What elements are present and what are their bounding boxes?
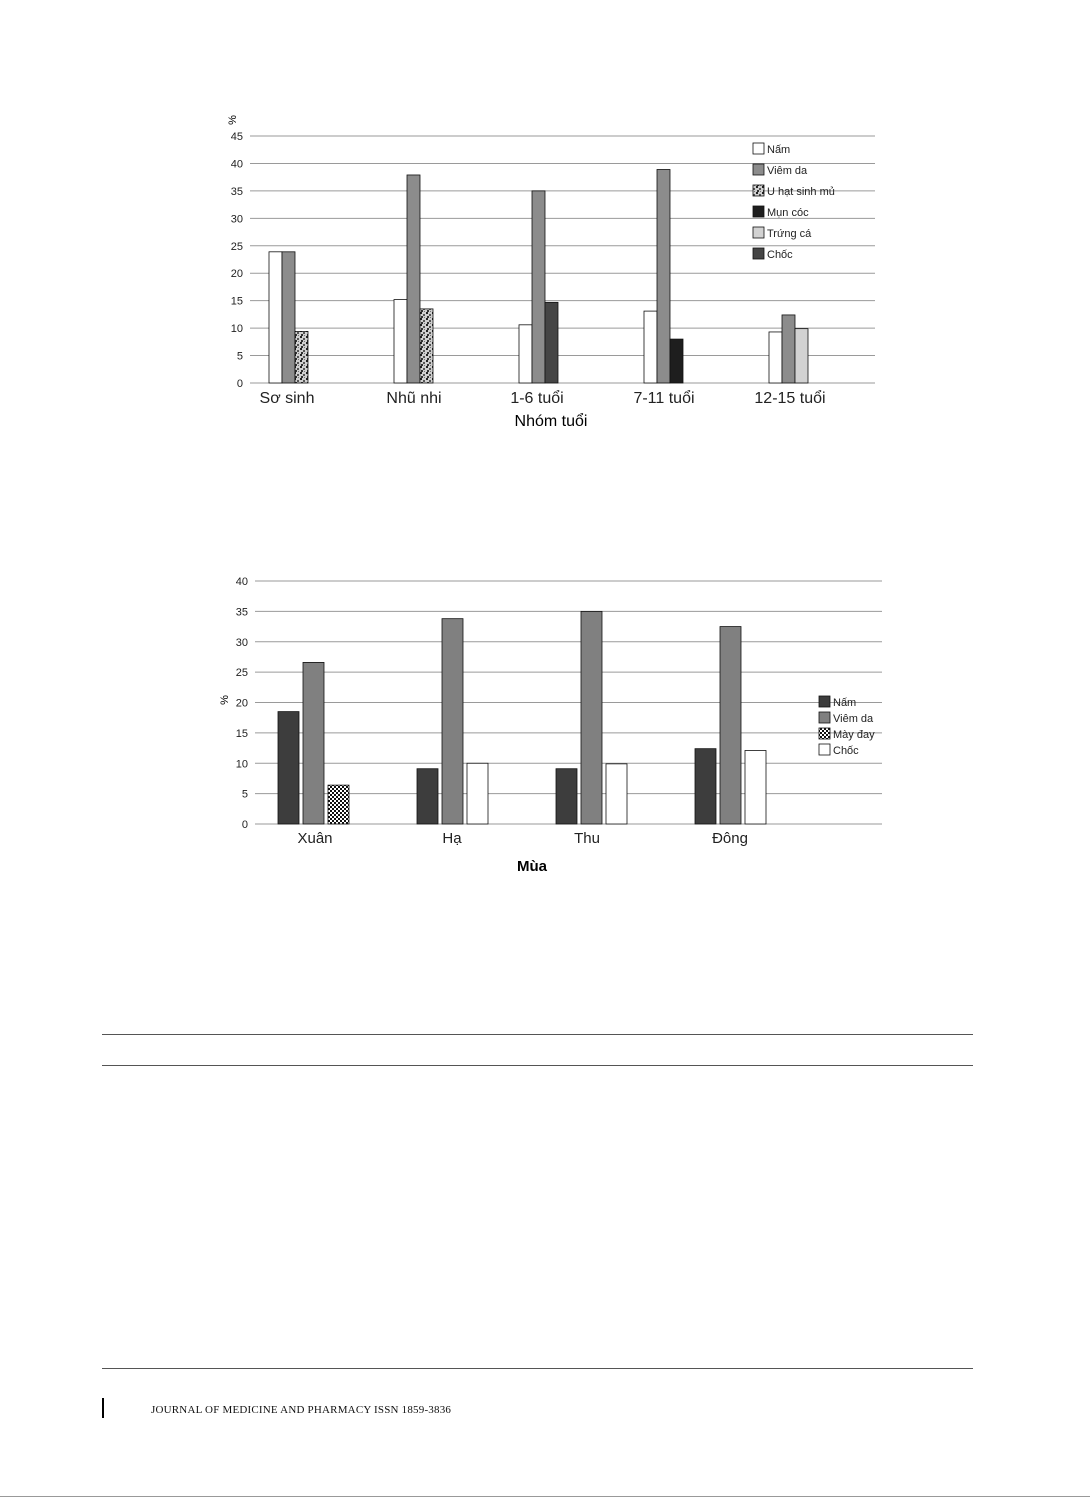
x-tick-label: Sơ sinh bbox=[259, 390, 315, 407]
x-tick-label: 7-11 tuổi bbox=[633, 390, 695, 407]
bar-2-cat-4 bbox=[720, 627, 741, 824]
legend-label: Trứng cá bbox=[767, 228, 812, 240]
bar-2-cat-3 bbox=[581, 611, 602, 824]
legend-swatch bbox=[753, 248, 764, 259]
bar-4-cat-4 bbox=[745, 750, 766, 824]
bar-1-cat-2 bbox=[417, 769, 438, 824]
bar-1-cat-1 bbox=[278, 712, 299, 824]
y-tick-label: 10 bbox=[230, 323, 243, 336]
bar-2-cat-2 bbox=[442, 619, 463, 824]
page-bottom-rule bbox=[0, 1496, 1090, 1497]
legend-label: Viêm da bbox=[833, 713, 874, 725]
bar-2-cat-1 bbox=[303, 662, 324, 824]
legend-swatch bbox=[753, 185, 764, 196]
legend-label: Chốc bbox=[767, 249, 793, 261]
season-chart-x-tick-labels bbox=[297, 830, 747, 847]
age-chart-y-tick-labels bbox=[231, 131, 243, 390]
y-tick-label: 5 bbox=[241, 788, 248, 801]
y-tick-label: 35 bbox=[230, 185, 243, 198]
bar-3-cat-1 bbox=[295, 331, 308, 383]
bar-2-cat-4 bbox=[657, 169, 670, 383]
legend-swatch bbox=[753, 143, 764, 154]
bar-2-cat-2 bbox=[407, 175, 420, 383]
y-tick-label: 20 bbox=[230, 268, 243, 281]
y-tick-label: 30 bbox=[235, 636, 248, 649]
legend-swatch bbox=[753, 227, 764, 238]
season-chart bbox=[219, 576, 882, 875]
legend-label: Chốc bbox=[833, 745, 859, 757]
y-tick-label: 25 bbox=[235, 667, 248, 680]
bar-2-cat-3 bbox=[532, 191, 545, 383]
legend-swatch bbox=[819, 744, 830, 755]
y-tick-label: 15 bbox=[235, 727, 248, 740]
y-tick-label: 35 bbox=[235, 606, 248, 619]
y-tick-label: 30 bbox=[230, 213, 243, 226]
x-tick-label: Đông bbox=[712, 830, 748, 847]
legend-label: U hạt sinh mủ bbox=[767, 186, 835, 198]
legend-label: Mày đay bbox=[833, 729, 875, 741]
journal-footer: JOURNAL OF MEDICINE AND PHARMACY ISSN 1859-3836 bbox=[151, 1404, 452, 1416]
footer-accent-bar bbox=[102, 1398, 104, 1418]
legend-label: Nấm bbox=[833, 697, 857, 709]
bar-1-cat-3 bbox=[556, 769, 577, 824]
bar-1-cat-5 bbox=[769, 332, 782, 383]
table-top-rule bbox=[102, 1034, 973, 1035]
age-group-chart bbox=[227, 115, 875, 430]
legend-swatch bbox=[753, 164, 764, 175]
y-tick-label: 20 bbox=[235, 697, 248, 710]
age-chart-x-axis-label: Nhóm tuổi bbox=[514, 413, 588, 430]
y-tick-label: 25 bbox=[230, 240, 243, 253]
bar-4-cat-4 bbox=[670, 339, 683, 383]
bar-4-cat-3 bbox=[606, 764, 627, 824]
age-chart-x-tick-labels bbox=[260, 389, 826, 407]
footer-rule bbox=[102, 1368, 973, 1369]
y-tick-label: 40 bbox=[235, 576, 248, 588]
y-tick-label: 10 bbox=[235, 758, 248, 771]
table-header-rule bbox=[102, 1065, 973, 1066]
y-tick-label: 15 bbox=[230, 295, 243, 308]
bar-3-cat-1 bbox=[328, 785, 349, 824]
legend-swatch bbox=[819, 696, 830, 707]
x-tick-label: Nhũ nhi bbox=[386, 390, 442, 407]
y-tick-label: 5 bbox=[236, 350, 243, 363]
y-tick-label: 0 bbox=[236, 378, 243, 390]
y-tick-label: 0 bbox=[241, 819, 248, 831]
season-chart-y-tick-labels bbox=[236, 576, 248, 831]
season-chart-legend bbox=[819, 696, 875, 757]
season-chart-y-axis-label: % bbox=[219, 695, 231, 705]
age-chart-bars bbox=[269, 169, 808, 383]
legend-label: Nấm bbox=[767, 144, 791, 156]
bar-3-cat-2 bbox=[420, 309, 433, 383]
x-tick-label: Xuân bbox=[297, 830, 333, 847]
legend-swatch bbox=[819, 712, 830, 723]
bar-1-cat-4 bbox=[695, 749, 716, 824]
age-chart-legend bbox=[753, 143, 835, 261]
x-tick-label: Hạ bbox=[442, 830, 462, 847]
x-tick-label: 12-15 tuổi bbox=[754, 390, 826, 407]
x-tick-label: 1-6 tuổi bbox=[510, 390, 564, 407]
bar-1-cat-4 bbox=[644, 311, 657, 383]
age-chart-y-axis-label: % bbox=[227, 115, 239, 125]
bar-2-cat-5 bbox=[782, 315, 795, 383]
bar-1-cat-3 bbox=[519, 325, 532, 383]
bar-6-cat-3 bbox=[545, 302, 558, 383]
legend-label: Viêm da bbox=[767, 165, 808, 177]
bar-1-cat-2 bbox=[394, 300, 407, 383]
bar-5-cat-5 bbox=[795, 329, 808, 383]
bar-2-cat-1 bbox=[282, 252, 295, 383]
bar-1-cat-1 bbox=[269, 252, 282, 383]
y-tick-label: 45 bbox=[230, 131, 243, 143]
legend-swatch bbox=[819, 728, 830, 739]
legend-swatch bbox=[753, 206, 764, 217]
bar-4-cat-2 bbox=[467, 763, 488, 824]
y-tick-label: 40 bbox=[230, 158, 243, 171]
season-chart-bars bbox=[278, 611, 766, 824]
season-chart-x-axis-label: Mùa bbox=[517, 858, 547, 875]
x-tick-label: Thu bbox=[574, 830, 600, 847]
legend-label: Mụn cóc bbox=[767, 207, 809, 219]
